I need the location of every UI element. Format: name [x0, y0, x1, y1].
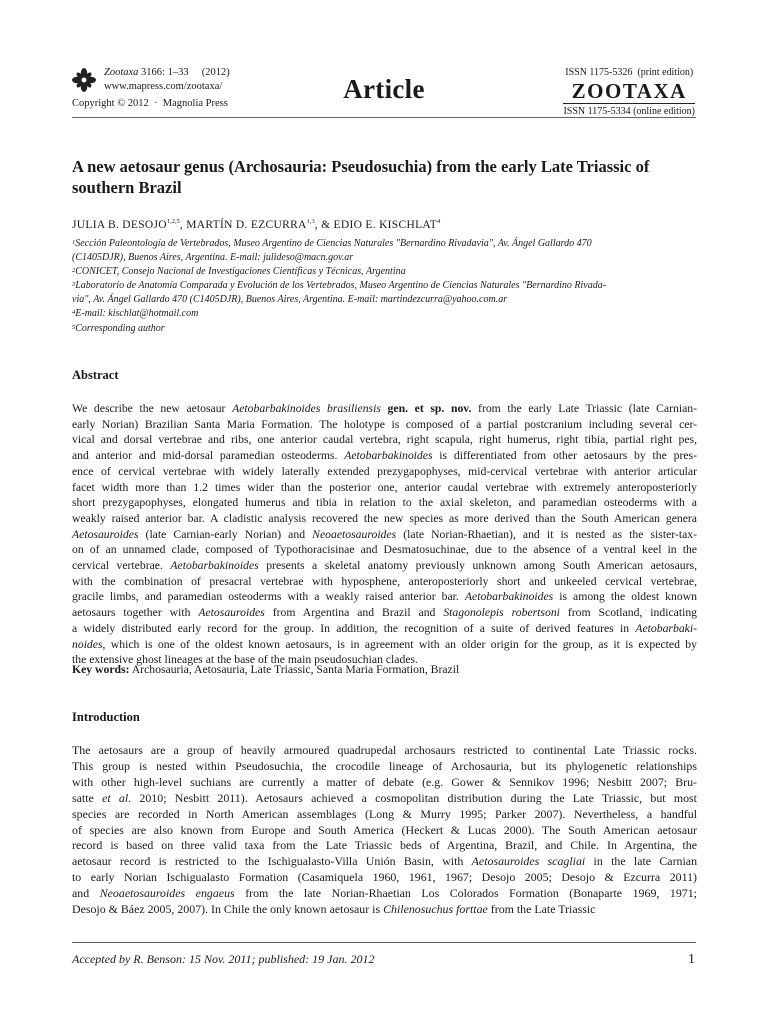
issn-print: ISSN 1175-5326 (print edition): [565, 67, 694, 78]
author-kischlat: , & EDIO E. KISCHLAT: [314, 219, 438, 231]
zootaxa-logo: ZOOTAXA: [563, 80, 695, 104]
page-number: 1: [688, 952, 695, 967]
footer-divider: [72, 942, 696, 943]
intro-line: and Neoaetosauroides engaeus from the late Norian-Rhaetian Los Colorados Formation (Bonaparte 1969, 1971;: [72, 886, 697, 901]
abstract-line: on of an unnamed clade, composed of Typothoracisinae and Desmatosuchinae, due to the absence of a ventral keel in the: [72, 543, 697, 557]
abstract-line: weakly raised anterior bar. A cladistic analysis recovered the new species as more derived than the South American genera: [72, 511, 697, 525]
author-affil-sup: 1,3: [306, 218, 315, 225]
abstract-line: and anterior and mid-dorsal paramedian osteoderms. Aetobarbakinoides is differentiated from other aetosaurs by the pres-: [72, 449, 697, 463]
issn-online: ISSN 1175-5334 (online edition): [563, 106, 695, 117]
accepted-published-line: Accepted by R. Benson: 15 Nov. 2011; published: 19 Jan. 2012: [72, 952, 375, 966]
abstract-line: noides, which is one of the oldest known aetosaurs, is in agreement with an older origin for the group, as it is expected by: [72, 637, 697, 651]
abstract-body: [72, 401, 697, 668]
abstract-line: with the combination of presacral vertebrae with hyposphene, anteroposteriorly short and unkeeled cervical vertebrae,: [72, 574, 697, 588]
intro-line: to early Norian Ischigualasto Formation (Casamiquela 1960, 1961, 1967; Desojo 2005; Desojo & Ezcurra 2011): [72, 870, 697, 885]
journal-volume: 3166: 1–33 (2012): [138, 67, 230, 78]
keywords-label: Key words:: [72, 663, 130, 676]
author-list: [72, 219, 440, 231]
intro-line: species are recorded in North American assemblages (Long & Murry 1995; Parker 2007). Nevertheless, a handful: [72, 806, 697, 821]
intro-line: satte et al. 2010; Nesbitt 2011). Aetosaurs achieved a cosmopolitan distribution during the Late Triassic, but most: [72, 790, 697, 805]
intro-line: aetosaur record is restricted to the Ischigualasto-Villa Unión Basin, with Aetosauroides scagliai in the late Carnian: [72, 854, 698, 869]
abstract-line: ence of cervical vertebrae with widely laterally extended prezygapophyses, mid-cervical vertebrae with anterior articular: [72, 464, 697, 478]
affiliation-1: $^1$Sección Paleontología de Vertebrados, Museo Argentino de Ciencias Naturales "Bernardino Rivadavia", Av. Ángel Gallardo 470: [72, 238, 592, 249]
introduction-body: [72, 743, 697, 918]
author-affil-sup: 1,2,5: [166, 218, 180, 225]
abstract-line: vical and dorsal vertebrae and ribs, one anterior caudal vertebra, right scapula, right humerus, right tibia, partial right pes,: [72, 433, 697, 447]
affiliation-1-cont: (C1405DJR), Buenos Aires, Argentina. E-mail: julideso@macn.gov.ar: [72, 252, 354, 264]
abstract-line: facet width more than 1.2 times wider than the posterior one, anterior caudal vertebrae with extremely anteroposteriorly: [72, 480, 697, 494]
intro-line: record is based on three valid taxa from the Late Triassic beds of Argentina, Brazil, and Chile. In Argentina, the: [72, 838, 697, 853]
affiliation-4: $^4$E-mail: kischlat@hotmail.com: [72, 308, 199, 320]
intro-line: Desojo & Báez 2005, 2007). In Chile the only known aetosaur is Chilenosuchus forttae from the Late Triassic: [72, 902, 596, 917]
keywords-text: Archosauria, Aetosauria, Late Triassic, Santa Maria Formation, Brazil: [129, 663, 460, 676]
journal-website[interactable]: www.mapress.com/zootaxa/: [104, 81, 223, 92]
article-label: Article: [343, 74, 425, 104]
abstract-line: a widely distributed early record for the group. In addition, the recognition of a suite of derived features in Aetobarbaki-: [72, 621, 697, 635]
author-ezcurra: , MARTÍN D. EZCURRA: [179, 219, 307, 231]
abstract-line: cervical vertebrae. Aetobarbakinoides presents a skeletal anatomy previously unknown among South American aetosaurs,: [72, 559, 698, 573]
affiliations: [72, 237, 698, 336]
abstract-heading: Abstract: [72, 368, 119, 382]
copyright-line: Copyright © 2012 · Magnolia Press: [72, 98, 228, 109]
introduction-heading: Introduction: [72, 710, 140, 724]
header-divider: [72, 117, 696, 118]
intro-line: The aetosaurs are a group of heavily armoured quadrupedal archosaurs restricted to continental Late Triassic rocks.: [72, 743, 697, 757]
affiliation-3-cont: via", Av. Ángel Gallardo 470 (C1405DJR), Buenos Aires, Argentina. E-mail: martindezcurra@yahoo.com.ar: [72, 294, 508, 306]
intro-line: of species are also known from Europe and South America (Heckert & Lucas 2000). The South American aetosaur: [72, 822, 697, 837]
affiliation-3: $^3$Laboratorio de Anatomía Comparada y Evolución de los Vertebrados, Museo Argentino de Ciencias Naturales "Bernardino Rivada-: [72, 280, 607, 292]
abstract-line: the extensive ghost lineages at the base of the main pseudosuchian clades.: [72, 653, 418, 667]
abstract-line: Aetosauroides (late Carnian-early Norian) and Neoaetosauroides (late Norian-Rhaetian), and it is nested as the sister-tax-: [72, 527, 698, 541]
affiliation-5: $^5$Corresponding author: [72, 322, 165, 334]
abstract-line: early Norian) Brazilian Santa Maria Formation. The holotype is composed of a partial postcranium including several cer-: [72, 417, 697, 431]
intro-line: This group is nested within Pseudosuchia, the crocodile lineage of Archosauria, but its phylogenetic relationships: [72, 758, 697, 773]
abstract-line: aetosaurs together with Aetosauroides from Argentina and Brazil and Stagonolepis robertsoni from Scotland, indicating: [72, 606, 698, 620]
journal-name: Zootaxa: [104, 67, 139, 78]
abstract-line: short prezygapophyses, elongated humerus and tibia in relation to the axial skeleton, and paramedian osteoderms with a: [72, 496, 697, 510]
issn-block: [563, 66, 695, 118]
keywords: [72, 663, 697, 676]
intro-line: with other high-level suchians are currently a matter of debate (e.g. Gower & Sennikov 1996; Nesbitt 2007; Bru-: [72, 774, 697, 789]
abstract-line: We describe the new aetosaur Aetobarbakinoides brasiliensis gen. et sp. nov. from the early Late Triassic (late Carnian-: [72, 402, 697, 415]
affiliation-2: $^2$CONICET, Consejo Nacional de Investigaciones Científicas y Técnicas, Argentina: [72, 266, 406, 278]
author-desojo: JULIA B. DESOJO: [72, 219, 167, 231]
paper-title: A new aetosaur genus (Archosauria: Pseudosuchia) from the early Late Triassic of southern Brazil: [72, 157, 650, 197]
abstract-line: gracile limbs, and paramedian osteoderms with a weakly raised anterior bar. Aetobarbakinoides is among the oldest known: [72, 590, 697, 604]
author-affil-sup: 4: [437, 218, 441, 225]
